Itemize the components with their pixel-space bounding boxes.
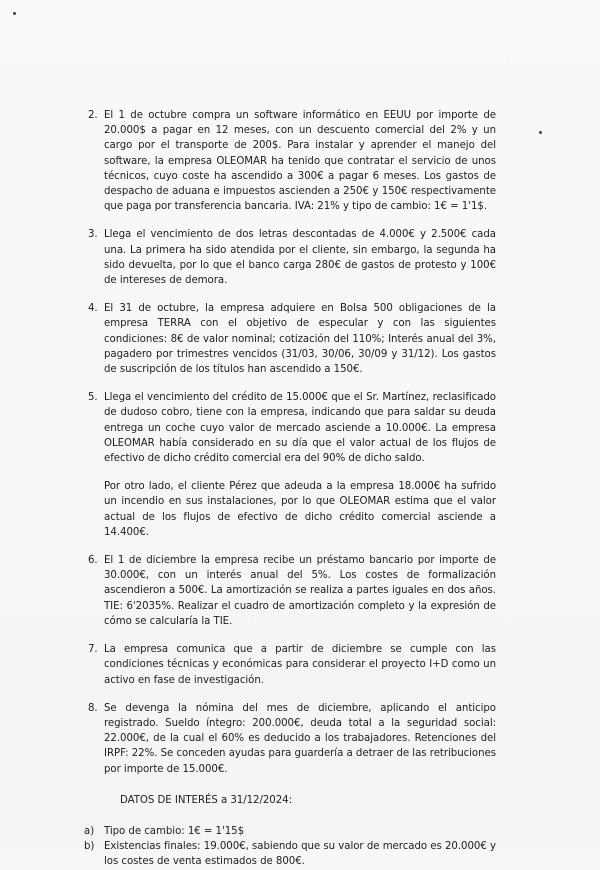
list-item [88,642,496,688]
item-text: Llega el vencimiento del crédito de 15.000€ que el Sr. Martínez, reclasificado de dudoso cobro, tiene con la empresa, indicando que para saldar su deuda entrega un coche cuyo valor de mercado asciende a 10.000€. La empresa OLEOMAR había considerado en su día que el valor actual de los flujos de efectivo de dicho crédito comercial era del 90% de dicho saldo. [104,392,496,465]
list-item [88,227,496,288]
list-item [88,108,496,214]
datos-text: Existencias finales: 19.000€, sabiendo que su valor de mercado es 20.000€ y los costes de venta estimados de 800€. [104,841,496,868]
list-item [88,301,496,377]
datos-heading: DATOS DE INTERÉS a 31/12/2024: [120,794,292,806]
item-text-second-paragraph: Por otro lado, el cliente Pérez que adeuda a la empresa 18.000€ ha sufrido un incendio en sus instalaciones, por lo que OLEOMAR estima que el valor actual de los flujos de efectivo de dicho crédito comercial asciende a 14.400€. [104,481,496,538]
item-number: 3. [88,229,98,241]
item-text: Llega el vencimiento de dos letras descontadas de 4.000€ y 2.500€ cada una. La primera ha sido atendida por el cliente, sin embargo, la segunda ha sido devuelta, por lo que el banco carga 280€ de gastos de protesto y 100€ de intereses de demora. [104,229,496,287]
datos-list [84,824,496,870]
item-text: La empresa comunica que a partir de diciembre se cumple con las condiciones técnicas y económicas para considerar el proyecto I+D como un activo en fase de investigación. [104,644,496,686]
item-number: 7. [88,644,98,656]
item-text: El 31 de octubre, la empresa adquiere en Bolsa 500 obligaciones de la empresa TERRA con el objetivo de especular y con las siguientes condiciones: 8€ de valor nominal; cotización del 110%; Interés anual del 3%, pagadero por trimestres vencidos (31/03, 30/06, 30/09 y 31/12). Los gastos de suscripción de los títulos han ascendido a 150€. [104,303,496,376]
item-number: 4. [88,303,98,315]
scan-speck [539,131,542,134]
item-text: El 1 de octubre compra un software informático en EEUU por importe de 20.000$ a pagar en 12 meses, con un descuento comercial del 2% y un cargo por el transporte de 200$. Para instalar y aprender el manejo del software, la empresa OLEOMAR ha tenido que contratar el servicio de unos técnicos, cuyo coste ha ascendido a 300€ a pagar 6 meses. Los gastos de despacho de aduana e impuestos ascienden a 250€ y 150€ respectivamente que paga por transferencia bancaria. IVA: 21% y tipo de cambio: 1€ = 1'1$. [104,110,496,213]
item-text: El 1 de diciembre la empresa recibe un préstamo bancario por importe de 30.000€, con un interés anual del 5%. Los costes de formalización ascendieron a 500€. La amortización se realiza a partes iguales en dos años. TIE: 6'2035%. Realizar el cuadro de amortización completo y la expresión de cómo se calcularía la TIE. [104,555,496,627]
exercise-content [84,108,496,870]
datos-letter: a) [84,825,95,837]
item-number: 2. [88,110,98,121]
item-number: 5. [88,392,98,404]
list-item [88,701,496,777]
datos-text: Tipo de cambio: 1€ = 1'15$ [104,825,245,837]
datos-item [84,824,496,839]
item-number: 8. [88,702,98,714]
exercise-list [88,108,496,777]
item-text: Se devenga la nómina del mes de diciembre, aplicando el anticipo registrado. Sueldo íntegro: 200.000€, deuda total a la seguridad social: 22.000€, de la cual el 60% es deducido a los trabajadores. Retenciones del IRPF: 22%. Se conceden ayudas para guardería a detraer de las retribuciones por importe de 15.000€. [104,702,496,775]
datos-letter: b) [84,841,95,853]
item-number: 6. [88,555,98,567]
list-item [88,553,496,629]
list-item [88,390,496,540]
datos-item [84,839,496,869]
scan-speck [13,12,16,15]
